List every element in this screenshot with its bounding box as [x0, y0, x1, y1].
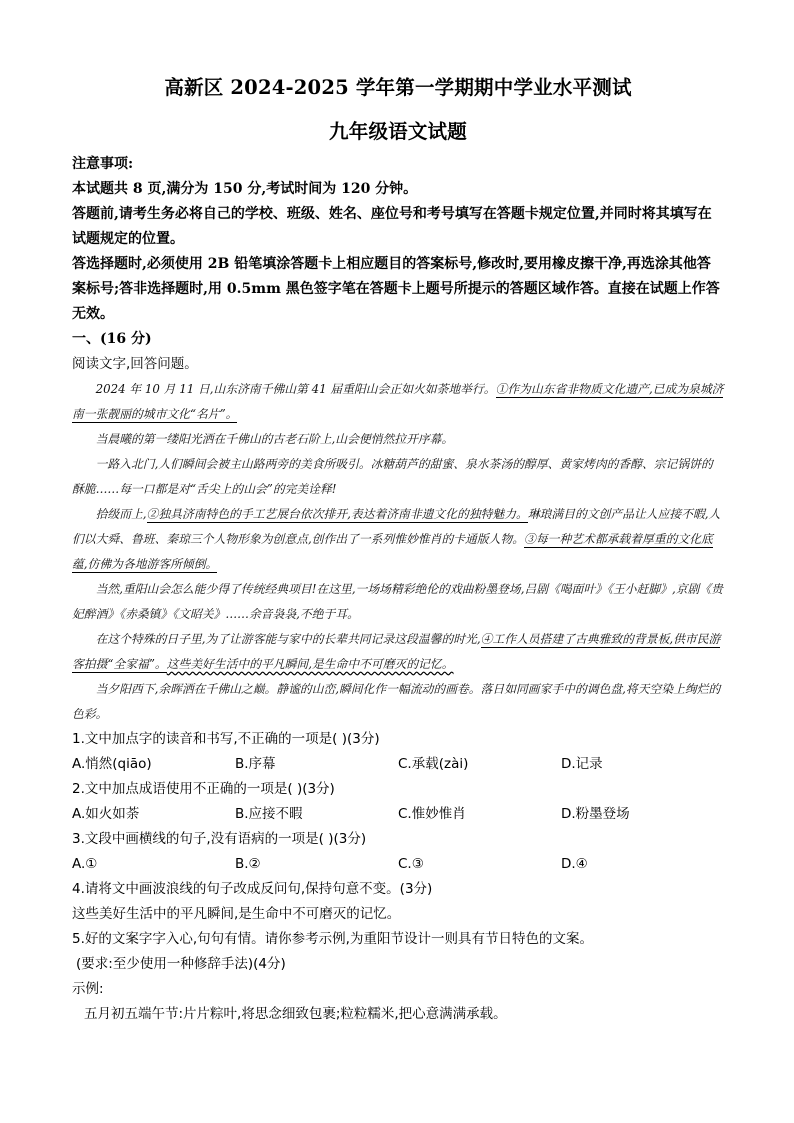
option-d: D.④: [561, 856, 588, 872]
underlined-sentence-4: ④工作人员搭建了古典雅致的背景板,供市民游客拍摄“全家福”。: [72, 632, 721, 671]
option-row: [72, 752, 724, 777]
exam-page: [72, 62, 724, 1027]
question-stem: 4.请将文中画波浪线的句子改成反问句,保持句意不变。(3分): [72, 881, 433, 897]
passage-text: 2024 年 10 月 11 日,山东济南千佛山第 41 届重阳山会正如火如荼地举行。: [95, 382, 496, 396]
option-c: C.惟妙惟肖: [398, 806, 466, 822]
reading-passage: [72, 377, 724, 727]
exam-subtitle: 九年级语文试题: [329, 120, 467, 143]
question-3: [72, 827, 724, 877]
passage-paragraph-3: 一路入北门,人们瞬间会被主山路两旁的美食所吸引。冰糖葫芦的甜蜜、泉水茶汤的醇厚、黄家烤肉的香醇、宗记锅饼的酥脆……每一口都是对“舌尖上的山会”的完美诠释!: [72, 457, 713, 496]
option-a: A.悄然(qiāo): [72, 756, 152, 772]
passage-text: 拾级而上,: [95, 507, 147, 521]
underlined-sentence-3: ③每一种艺术都承载着厚重的文化底蕴,仿佛为各地游客所倾倒。: [72, 532, 713, 571]
underlined-sentence-2: ②独具济南特色的手工艺展台依次排开,表达着济南非遗文化的独特魅力。: [146, 507, 528, 521]
option-row: [72, 802, 724, 827]
option-b: B.序幕: [235, 756, 276, 772]
passage-paragraph-4: [72, 502, 724, 577]
notice-line-2: 答题前,请考生务必将自己的学校、班级、姓名、座位号和考号填写在答题卡规定位置,并同时将其填写在试题规定的位置。: [72, 206, 712, 247]
target-sentence: 这些美好生活中的平凡瞬间,是生命中不可磨灭的记忆。: [72, 906, 401, 922]
example-label: 示例:: [72, 981, 104, 997]
notice-line-3: 答选择题时,必须使用 2B 铅笔填涂答题卡上相应题目的答案标号,修改时,要用橡皮擦干净,再选涂其他答案标号;答非选择题时,用 0.5mm 黑色签字笔在答题卡上题号所提示的答题区域作答。直接在试题上作答无效。: [72, 256, 720, 322]
notice-heading: 注意事项:: [72, 156, 134, 172]
option-b: B.②: [235, 856, 261, 872]
passage-paragraph-1: [72, 377, 724, 427]
option-a: A.①: [72, 856, 98, 872]
question-stem: 1.文中加点字的读音和书写,不正确的一项是( )(3分): [72, 731, 380, 747]
option-c: C.③: [398, 856, 424, 872]
question-stem: 3.文段中画横线的句子,没有语病的一项是( )(3分): [72, 831, 367, 847]
notice-block: [72, 152, 724, 327]
exam-title: 高新区 2024-2025 学年第一学期期中学业水平测试: [164, 76, 632, 99]
passage-paragraph-5: 当然,重阳山会怎么能少得了传统经典项目!在这里,一场场精彩绝伦的戏曲粉墨登场,吕剧《喝面叶》《王小赶脚》,京剧《贵妃醉酒》《赤桑镇》《文昭关》……余音袅袅,不绝于耳。: [72, 582, 723, 621]
notice-line-1: 本试题共 8 页,满分为 150 分,考试时间为 120 分钟。: [72, 181, 418, 197]
option-d: D.记录: [561, 756, 603, 772]
passage-text: 琳琅满目的文创产品让人应接不暇,人们以大舜、鲁班、秦琼三个人物形象为创意点,创作出了一系列惟妙惟肖的卡通版人物。: [72, 507, 721, 546]
question-stem: 5.好的文案字字入心,句句有情。请你参考示例,为重阳节设计一则具有节日特色的文案。: [72, 931, 593, 947]
question-1: [72, 727, 724, 777]
option-c: C.承载(zài): [398, 756, 469, 772]
example-text: 五月初五端午节:片片粽叶,将思念细致包裹;粒粒糯米,把心意满满承载。: [84, 1006, 507, 1022]
passage-paragraph-7: 当夕阳西下,余晖洒在千佛山之巅。静谧的山峦,瞬间化作一幅流动的画卷。落日如同画家手中的调色盘,将天空染上绚烂的色彩。: [72, 682, 721, 721]
wavy-underlined-sentence: 这些美好生活中的平凡瞬间,是生命中不可磨灭的记忆。: [166, 657, 454, 671]
option-b: B.应接不暇: [235, 806, 303, 822]
question-stem: 2.文中加点成语使用不正确的一项是( )(3分): [72, 781, 335, 797]
passage-text: 在这个特殊的日子里,为了让游客能与家中的长辈共同记录这段温馨的时光,: [95, 632, 481, 646]
section-heading: 一、(16 分): [72, 331, 152, 347]
option-a: A.如火如荼: [72, 806, 140, 822]
passage-paragraph-2: 当晨曦的第一缕阳光洒在千佛山的古老石阶上,山会便悄然拉开序幕。: [95, 432, 454, 446]
question-4: [72, 877, 724, 927]
question-5: [72, 927, 724, 1027]
option-d: D.粉墨登场: [561, 806, 630, 822]
underlined-sentence-1: ①作为山东省非物质文化遗产,已成为泉城济南一张靓丽的城市文化“名片”。: [72, 382, 724, 421]
question-requirement: (要求:至少使用一种修辞手法)(4分): [76, 956, 286, 972]
passage-paragraph-6: [72, 627, 724, 677]
question-2: [72, 777, 724, 827]
option-row: [72, 852, 724, 877]
section-instruction: 阅读文字,回答问题。: [72, 356, 198, 372]
